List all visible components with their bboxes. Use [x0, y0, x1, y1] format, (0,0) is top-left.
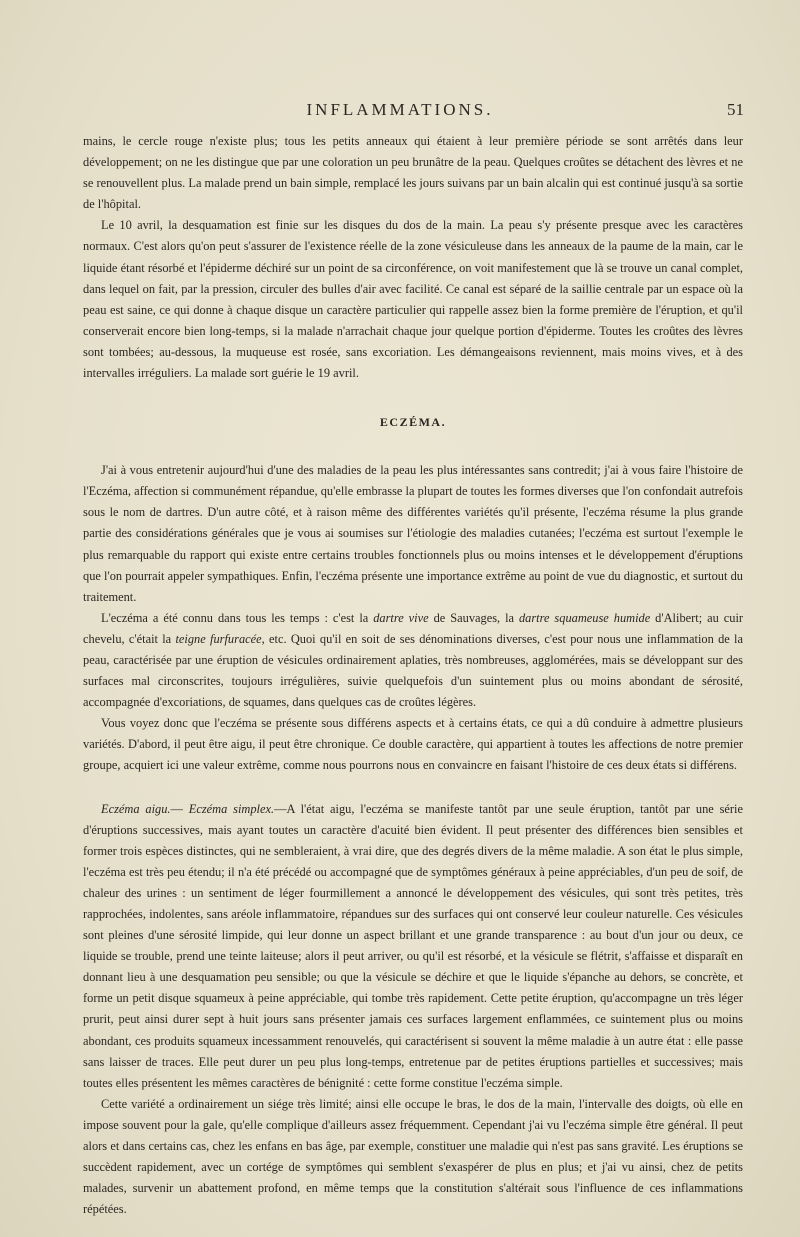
subheading-eczema-simplex: Eczéma simplex.	[188, 801, 275, 816]
paragraph-gap	[83, 777, 743, 799]
page-number: 51	[727, 100, 744, 119]
paragraph-variete-siege: Cette variété a ordinairement un siége très limité; ainsi elle occupe le bras, le dos de la main, l'intervalle des doigts, où elle en impose souvent pour la gale, qu'elle complique d'ailleurs assez fréquemment. Cependant j'ai vu l'eczéma simple être général. Il peut alors et dans certains cas, chez les enfans en bas âge, par exemple, constituer une maladie qui n'est pas sans gravité. Les éruptions se succèdent rapidement, avec un cortége de symptômes qui semblent s'exaspérer de plus en plus; et j'ai vu ainsi, chez de petits malades, survenir un abattement profond, en même temps que la constitution s'altérait sous l'influence de ces inflammations répétées.	[83, 1096, 743, 1217]
paragraph-case-10-avril: Le 10 avril, la desquamation est finie sur les disques du dos de la main. La peau s'y présente presque avec les caractères normaux. C'est alors qu'on peut s'assurer de l'existence réelle de la zone vésiculeuse dans les anneaux de la paume de la main, car le liquide étant résorbé et l'épiderme déchiré sur un point de sa circonférence, on voit manifestement que là se trouve un canal complet, dans lequel on fait, par la pression, circuler des bulles d'air avec facilité. Ce canal est séparé de la saillie centrale par un espace où la peau est saine, ce qui donne à chaque disque un caractère particulier qui rappelle assez bien la forme première de l'éruption, et qu'il conserverait encore bien long-temps, si la malade n'arrachait chaque jour quelque portion d'épiderme. Toutes les croûtes des lèvres sont tombées; au-dessous, la muqueuse est rosée, sans excoriation. Les démangeaisons reviennent, mais moins vives, et à des intervalles irréguliers. La malade sort guérie le 19 avril.	[83, 218, 743, 381]
running-head: INFLAMMATIONS.	[306, 100, 494, 119]
page-body	[83, 131, 743, 1220]
paragraph-varieties: Vous voyez donc que l'eczéma se présente sous différens aspects et à certains états, ce qui a dû conduire à admettre plusieurs variétés. D'abord, il peut être aigu, il peut être chronique. Ce double caractère, qui appartient à toutes les affections de notre premier groupe, acquiert ici une valeur extrême, comme nous pourrons nous en convaincre en faisant l'histoire de ces deux états si différens.	[83, 716, 743, 773]
section-title: ECZÉMA.	[379, 415, 447, 430]
paragraph-intro-eczema: J'ai à vous entretenir aujourd'hui d'une des maladies de la peau les plus intéressantes sans contredit; j'ai à vous faire l'histoire de l'Eczéma, affection si communément répandue, qu'elle embrasse la plupart de toutes les formes diverses que l'on confondait autrefois sous le nom de dartres. D'un autre côté, et à raison même des différentes variétés qu'il présente, l'eczéma résume la plus grande partie des considérations générales que je vous ai soumises sur l'étiologie des maladies cutanées; l'eczéma est surtout l'exemple le plus remarquable du rapport qui existe entre certains troubles fonctionnels plus ou moins intenses et le développement d'éruptions que l'on pourrait appeler sympathiques. Enfin, l'eczéma présente une importance extrême au point de vue du diagnostic, et surtout du traitement.	[83, 463, 743, 604]
paragraph-definition: L'eczéma a été connu dans tous les temps : c'est la dartre vive de Sauvages, la dartre squameuse humide d'Alibert; au cuir chevelu, c'était la teigne furfuracée, etc. Quoi qu'il en soit de ses dénominations diverses, c'est pour nous une inflammation de la peau, caractérisée par une éruption de vésicules ordinairement aplaties, très nombreuses, agglomérées, mais se développant sur des surfaces mal circonscrites, toujours irrégulières, suivie quelquefois d'un suintement plus ou moins abondant de sérosité, accompagnée d'excoriations, de squames, dans quelques cas de croûtes légères.	[83, 610, 744, 710]
page-header	[0, 100, 800, 126]
paragraph-continued: mains, le cercle rouge n'existe plus; tous les petits anneaux qui étaient à leur première période se sont arrêtés dans leur développement; on ne les distingue que par une coloration un peu brunâtre de la peau. Quelques croûtes se détachent des lèvres et ne se renouvellent plus. La malade prend un bain simple, remplacé les jours suivans par un bain alcalin qui est continué jusqu'à sa sortie de l'hôpital.	[83, 134, 743, 212]
subheading-eczema-aigu: Eczéma aigu.	[101, 801, 171, 816]
paragraph-eczema-aigu: Eczéma aigu.— Eczéma simplex.—A l'état aigu, l'eczéma se manifeste tantôt par une seule éruption, tantôt par une série d'éruptions successives, mais ayant toutes un caractère d'acuité bien évident. Il peut présenter des différences bien sensibles et former trois espèces distinctes, qui ne sembleraient, à vrai dire, que des degrés divers de la même maladie. A son état le plus simple, l'eczéma est très peu étendu; il n'a été précédé ou accompagné que de symptômes généraux à peine appréciables, d'un peu de soif, de chaleur des urines : un sentiment de léger fourmillement a annoncé le développement des vésicules, qui sont très petites, très rapprochées, indolentes, sans aréole inflammatoire, répandues sur des surfaces qui ont conservé leur couleur naturelle. Ces vésicules sont pleines d'une sérosité limpide, qui leur donne un aspect brillant et une grande transparence : au bout d'un jour ou deux, ce liquide se trouble, prend une teinte laiteuse; alors il peut arriver, ou qu'il est résorbé, et la vésicule se flétrit, s'affaisse et disparaît en donnant lieu à une desquamation peu sensible; ou que la vésicule se déchire et que le liquide s'épanche au dehors, se concrète, et forme un petit disque squameux à peine appréciable, qui tombe très rapidement. Cette petite éruption, qu'accompagne un très léger prurit, peut ainsi durer sept à huit jours sans présenter jamais ces surfaces largement enflammées, ce suintement plus ou moins abondant, ces produits squameux incessamment renouvelés, qui caractérisent si souvent la même maladie à un autre état : elle passe sans laisser de traces. Elle peut durer un peu plus long-temps, entretenue par de petites éruptions partielles et successives; mais toutes elles présentent les mêmes caractères de bénignité : cette forme constitue l'eczéma simple.	[83, 801, 743, 1090]
